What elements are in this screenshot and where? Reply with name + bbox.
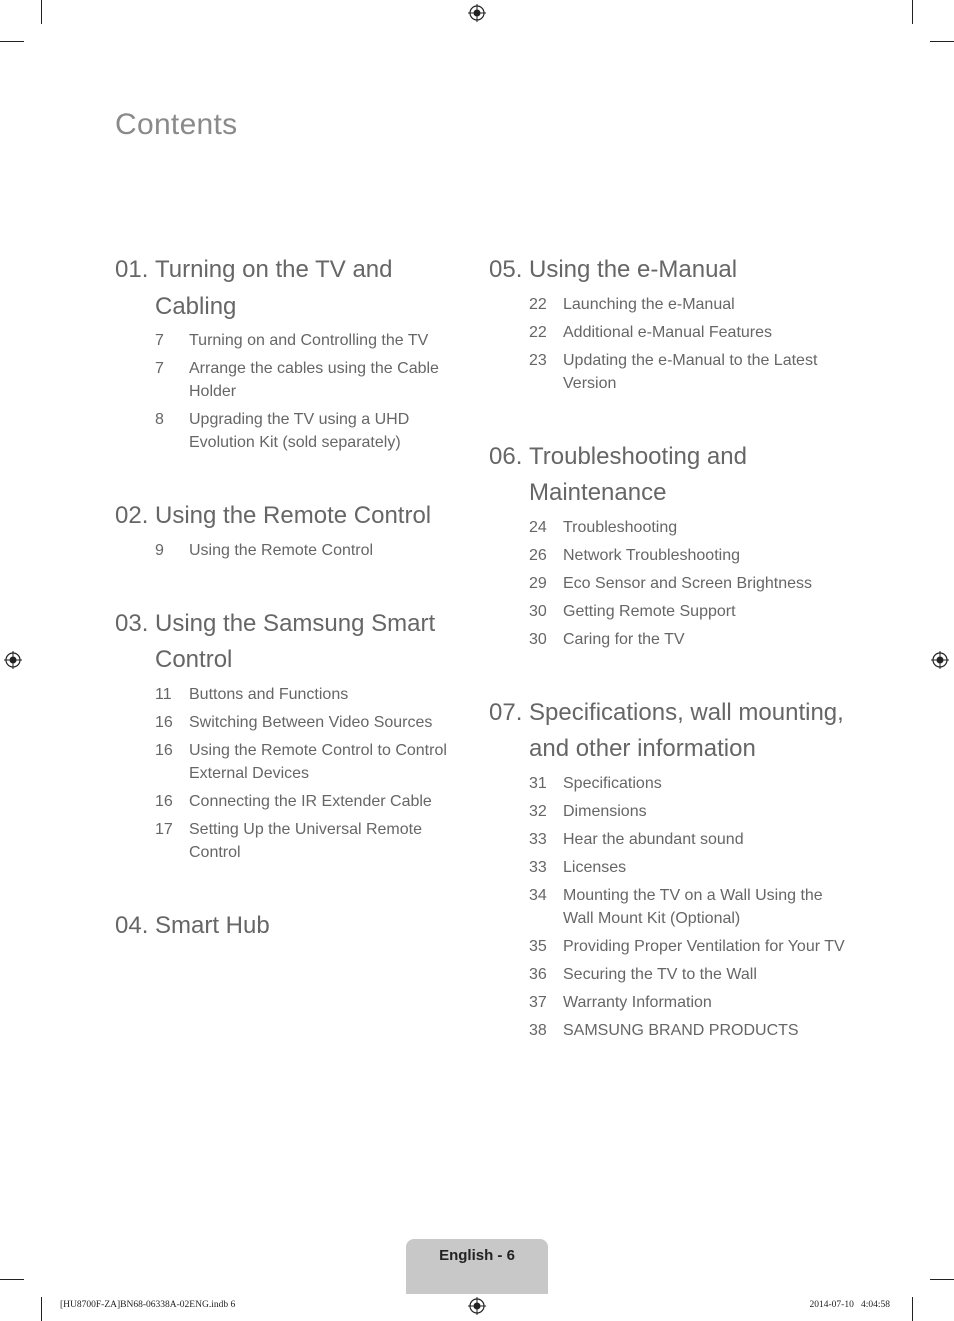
entry-title: Turning on and Controlling the TV [189,332,429,349]
page-title: Contents [115,108,238,141]
registration-mark-icon [468,1297,486,1315]
entry-page-number: 8 [155,411,164,428]
entry-page-number: 38 [529,1021,547,1039]
section-title: Using the Samsung Smart Control [155,609,436,673]
section-heading[interactable] [489,695,849,768]
toc-section [115,252,475,454]
entry-title: Eco Sensor and Screen Brightness [563,574,813,592]
entry-page-number: 35 [529,937,547,955]
entry-page-number: 22 [529,295,547,313]
entry-title: Setting Up the Universal Remote Control [189,820,422,861]
crop-mark [0,41,24,42]
toc-entry[interactable] [529,293,849,316]
page-number-tab: English - 6 [406,1239,548,1294]
toc-entry[interactable] [529,772,849,795]
entry-list [115,329,475,454]
entry-list [489,772,849,1042]
section-number: 06. [489,442,523,470]
section-title: Using the e-Manual [529,256,738,283]
toc-entry[interactable] [529,572,849,595]
crop-mark [41,1297,42,1321]
section-number: 04. [115,911,149,939]
entry-page-number: 33 [529,830,547,848]
entry-page-number: 37 [529,993,547,1011]
entry-page-number: 31 [529,774,547,792]
entry-page-number: 30 [529,630,547,648]
entry-title: Getting Remote Support [563,602,736,620]
entry-title: Securing the TV to the Wall [563,965,757,983]
section-number: 07. [489,698,523,726]
toc-entry[interactable] [529,991,849,1014]
print-timestamp: 2014-07-10 4:04:58 [809,1300,890,1310]
section-heading[interactable] [115,498,475,535]
entry-page-number: 34 [529,886,547,904]
entry-title: Hear the abundant sound [563,830,744,848]
toc-entry[interactable] [155,739,475,785]
entry-title: Providing Proper Ventilation for Your TV [563,937,845,955]
toc-entry[interactable] [529,828,849,851]
file-info: [HU8700F-ZA]BN68-06338A-02ENG.indb 6 [60,1300,236,1310]
entry-title: Warranty Information [563,993,712,1011]
toc-entry[interactable] [529,600,849,623]
entry-title: Network Troubleshooting [563,546,740,564]
entry-page-number: 23 [529,351,547,369]
toc-section [489,695,849,1042]
toc-column-left [115,252,475,988]
toc-entry[interactable] [529,800,849,823]
toc-entry[interactable] [155,539,475,562]
section-number: 05. [489,256,523,283]
entry-title: Caring for the TV [563,630,685,648]
entry-page-number: 16 [155,792,173,810]
entry-title: Using the Remote Control [189,541,374,559]
entry-page-number: 33 [529,858,547,876]
section-heading[interactable] [489,439,849,512]
entry-list [115,539,475,562]
registration-mark-icon [4,651,22,669]
entry-page-number: 24 [529,518,547,536]
entry-title: Arrange the cables using the Cable Holder [189,360,439,400]
entry-list [489,516,849,651]
toc-section [115,606,475,864]
entry-title: Dimensions [563,802,647,820]
entry-page-number: 7 [155,360,164,377]
entry-page-number: 17 [155,820,173,838]
toc-entry[interactable] [155,357,475,403]
crop-mark [930,1279,954,1280]
toc-entry[interactable] [529,544,849,567]
crop-mark [0,1279,24,1280]
entry-title: Launching the e-Manual [563,295,735,313]
toc-entry[interactable] [529,628,849,651]
section-heading[interactable] [115,606,475,679]
toc-entry[interactable] [529,349,849,395]
entry-title: Updating the e-Manual to the Latest Version [563,351,818,392]
entry-title: Switching Between Video Sources [189,713,433,731]
toc-entry[interactable] [529,1019,849,1042]
toc-entry[interactable] [529,935,849,958]
entry-page-number: 26 [529,546,547,564]
entry-title: Mounting the TV on a Wall Using the Wall Mount Kit (Optional) [563,886,823,927]
entry-title: Troubleshooting [563,518,678,536]
toc-entry[interactable] [529,963,849,986]
entry-title: Connecting the IR Extender Cable [189,792,432,810]
toc-section [489,252,849,395]
section-number: 01. [115,256,149,283]
toc-entry[interactable] [155,683,475,706]
section-heading[interactable] [489,252,849,289]
crop-mark [912,0,913,24]
toc-entry[interactable] [155,711,475,734]
crop-mark [930,41,954,42]
section-title: Using the Remote Control [155,502,432,529]
crop-mark [912,1297,913,1321]
crop-mark [41,0,42,24]
toc-entry[interactable] [155,790,475,813]
entry-page-number: 36 [529,965,547,983]
entry-title: Licenses [563,858,627,876]
entry-title: Specifications [563,774,662,792]
toc-section [115,498,475,562]
entry-title: SAMSUNG BRAND PRODUCTS [563,1021,799,1039]
section-heading[interactable] [115,908,475,945]
entry-title: Upgrading the TV using a UHD Evolution Kit (sold separately) [189,411,410,451]
toc-entry[interactable] [529,516,849,539]
toc-entry[interactable] [529,856,849,879]
entry-title: Using the Remote Control to Control External Devices [189,741,447,782]
toc-entry[interactable] [155,818,475,864]
entry-page-number: 22 [529,323,547,341]
entry-page-number: 16 [155,741,173,759]
toc-entry[interactable] [155,408,475,454]
toc-entry[interactable] [155,329,475,352]
entry-page-number: 7 [155,332,164,349]
entry-page-number: 11 [155,685,172,703]
entry-list [115,683,475,864]
entry-title: Buttons and Functions [189,685,349,703]
section-heading[interactable] [115,252,475,325]
toc-entry[interactable] [529,321,849,344]
section-title: Turning on the TV and Cabling [155,256,393,320]
section-title: Smart Hub [155,911,270,939]
entry-page-number: 32 [529,802,547,820]
section-number: 02. [115,502,149,529]
entry-title: Additional e-Manual Features [563,323,773,341]
toc-column-right [489,252,849,1086]
entry-page-number: 29 [529,574,547,592]
toc-section [489,439,849,651]
entry-page-number: 30 [529,602,547,620]
entry-list [489,293,849,395]
section-number: 03. [115,609,149,637]
toc-section [115,908,475,945]
registration-mark-icon [931,651,949,669]
registration-mark-icon [468,4,486,22]
entry-page-number: 16 [155,713,173,731]
section-title: Specifications, wall mounting, and other information [529,698,844,762]
toc-entry[interactable] [529,884,849,930]
section-title: Troubleshooting and Maintenance [529,442,747,506]
entry-page-number: 9 [155,541,164,559]
